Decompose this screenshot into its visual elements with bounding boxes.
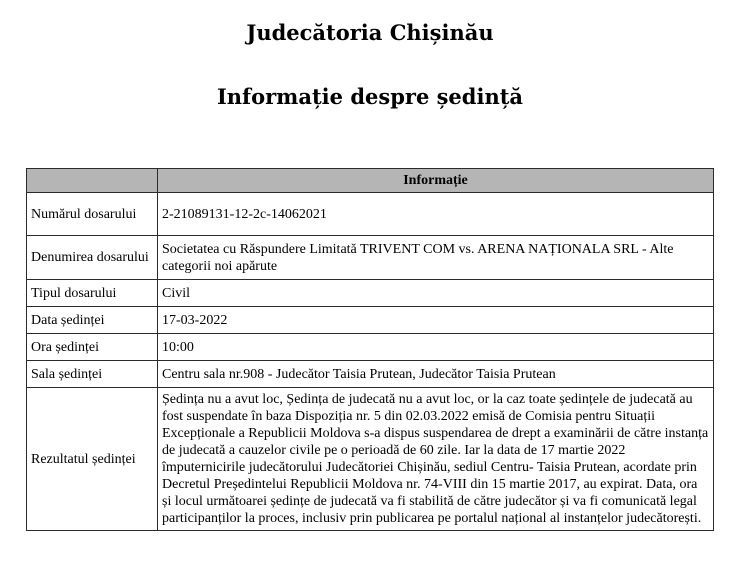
row-value-hearing-time: 10:00 xyxy=(158,334,714,361)
table-row xyxy=(27,236,714,280)
row-value-hearing-room: Centru sala nr.908 - Judecător Taisia Prutean, Judecător Taisia Prutean xyxy=(158,361,714,388)
row-value-case-number: 2-21089131-12-2c-14062021 xyxy=(158,193,714,236)
column-header: Informație xyxy=(158,169,714,193)
row-label-hearing-result: Rezultatul ședinței xyxy=(27,388,158,531)
row-label-hearing-time: Ora ședinței xyxy=(27,334,158,361)
row-value-hearing-date: 17-03-2022 xyxy=(158,307,714,334)
row-label-hearing-date: Data ședinței xyxy=(27,307,158,334)
table-header-row xyxy=(27,169,714,193)
table-row xyxy=(27,334,714,361)
row-label-case-type: Tipul dosarului xyxy=(27,280,158,307)
row-label-case-name: Denumirea dosarului xyxy=(27,236,158,280)
table-row xyxy=(27,361,714,388)
court-title: Judecătoria Chișinău xyxy=(246,20,494,45)
row-value-case-name: Societatea cu Răspundere Limitată TRIVENT COM vs. ARENA NAȚIONALA SRL - Alte categorii noi apărute xyxy=(158,236,714,280)
page-subtitle: Informație despre ședință xyxy=(216,84,524,109)
table-row xyxy=(27,193,714,236)
row-value-hearing-result: Ședința nu a avut loc, Ședința de judecată nu a avut loc, or la caz toate ședințele de judecată au fost suspendate în baza Dispoziția nr. 5 din 02.03.2022 emisă de Comisia pentru Situații Excepționale a Republicii Moldova s-a dispus suspendarea de drept a examinării de către instanța de judecată a cauzelor civile pe o perioadă de 60 zile. Iar la data de 17 martie 2022 împuternicirile judecătorului Judecătoriei Chișinău, sediul Centru- Taisia Prutean, acordate prin Decretul Președintelui Republicii Moldova nr. 74-VIII din 15 martie 2017, au expirat. Data, ora și locul următoarei ședințe de judecată va fi stabilită de către judecător și va fi comunicată legal participanților la proces, inclusiv prin publicarea pe portalul național al instanțelor judecătorești. xyxy=(158,388,714,531)
row-label-case-number: Numărul dosarului xyxy=(27,193,158,236)
table-row xyxy=(27,280,714,307)
header-blank-cell xyxy=(27,169,158,193)
hearing-info-table xyxy=(26,168,714,531)
table-row xyxy=(27,388,714,531)
row-label-hearing-room: Sala ședinței xyxy=(27,361,158,388)
row-value-case-type: Civil xyxy=(158,280,714,307)
table-row xyxy=(27,307,714,334)
